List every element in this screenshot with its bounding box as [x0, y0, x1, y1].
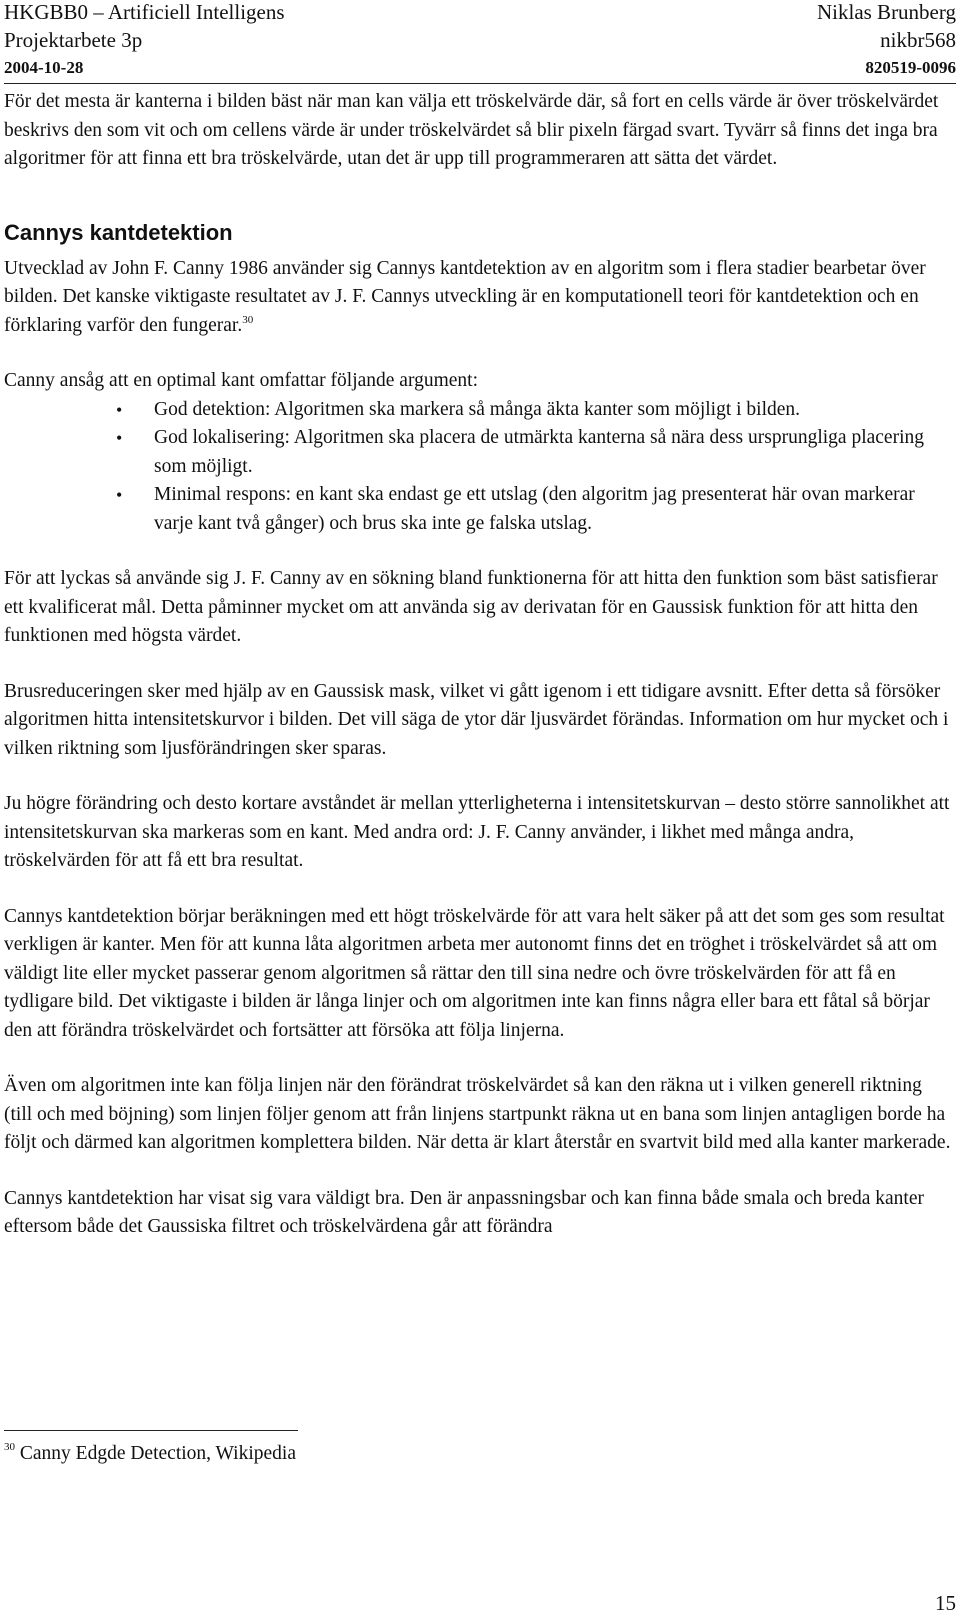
- header-divider: [4, 83, 956, 84]
- header-course: HKGBB0 – Artificiell Intelligens: [4, 0, 285, 24]
- criterion-response: Minimal respons: en kant ska endast ge ett utslag (den algoritm jag presenterat här ovan markerar varje kant två gånger) och brus ska inte ge falska utslag.: [154, 484, 915, 534]
- header-author: Niklas Brunberg: [816, 0, 956, 24]
- list-item: [4, 396, 954, 425]
- footnote-divider: [4, 1430, 298, 1431]
- header-project: Projektarbete 3p: [4, 28, 143, 52]
- header-row-3: [4, 58, 956, 78]
- header-user-id: nikbr568: [880, 28, 956, 52]
- paragraph-criteria-lead: Canny ansåg att en optimal kant omfattar följande argument:: [4, 370, 478, 391]
- bullet-marker: •: [116, 399, 123, 420]
- paragraph-noise: Brusreduceringen sker med hjälp av en Gaussisk mask, vilket vi gått igenom i ett tidigare avsnitt. Efter detta så försöker algoritmen hitta intensitetskurvor i bilden. Det vill säga de ytor där ljusvärdet förändas. Information om hur mycket och i vilken riktning som ljusförändringen sker sparas.: [4, 680, 949, 759]
- paragraph-intro: [4, 255, 954, 341]
- bullet-marker: •: [116, 428, 123, 448]
- paragraph-search: För att lyckas så använde sig J. F. Canny av en sökning bland funktionerna för att hitta den funktion som bäst satisfierar ett kvalificerat mål. Detta påminner mycket om att använda sig av derivatan för en Gaussisk funktion för att hitta den funktionen med högsta värdet.: [4, 568, 938, 646]
- header-row-2: [4, 28, 956, 53]
- section-heading: Cannys kantdetektion: [4, 219, 233, 245]
- footnote-number: 30: [4, 1441, 15, 1453]
- criteria-list: [4, 396, 954, 539]
- footnote-reference: 30: [242, 313, 254, 326]
- bullet-marker: •: [116, 485, 123, 505]
- header-date: 2004-10-28: [4, 58, 84, 77]
- footnote: [4, 1440, 296, 1468]
- paragraph-result: Cannys kantdetektion har visat sig vara väldigt bra. Den är anpassningsbar och kan finna både smala och breda kanter eftersom både det Gaussiska filtret och tröskelvärdena går att förändra: [4, 1187, 924, 1237]
- criterion-detection: God detektion: Algoritmen ska markera så många äkta kanter som möjligt i bilden.: [154, 398, 801, 420]
- paragraph-direction: Även om algoritmen inte kan följa linjen när den förändrat tröskelvärdet så kan den räkna ut i vilken generell riktning (till och med böjning) som linjen följer genom att från linjens startpunkt räkna ut en bana som linjen antagligen borde ha följt och därmed kan algoritmen komplettera bilden. När detta är klart återstår en svartvit bild med alla kanter markerade.: [4, 1075, 951, 1153]
- paragraph-hysteresis: Cannys kantdetektion börjar beräkningen med ett högt tröskelvärde för att vara helt säker på att det som ges som resultat verkligen är kanter. Men för att kunna låta algoritmen arbeta mer autonomt finns det en tröghet i tröskelvärdet så att om väldigt lite eller mycket passerar genom algoritmen så rättar den till sina nedre och övre tröskelvärden för att få en tydligare bild. Det viktigaste i bilden är långa linjer och om algoritmen inte kan finns några eller bara ett fåtal så börjar den att förändra tröskelvärdet och fortsätter att försöka att följa linjerna.: [4, 905, 945, 1041]
- document-body: [4, 88, 954, 1242]
- footnote-text: Canny Edgde Detection, Wikipedia: [19, 1443, 296, 1464]
- paragraph-intro-text: Utvecklad av John F. Canny 1986 använder sig Cannys kantdetektion av en algoritm som i flera stadier bearbetar över bilden. Det kanske viktigaste resultatet av J. F. Cannys utveckling är en komputationell teori för kantdetektion och en förklaring varför den fungerar.: [4, 257, 926, 336]
- list-item: [4, 424, 954, 481]
- header-row-1: [4, 0, 956, 25]
- paragraph-threshold: För det mesta är kanterna i bilden bäst när man kan välja ett tröskelvärde där, så fort en cells värde är över tröskelvärdet beskrivs den som vit och om cellens värde är under tröskelvärdet så blir pixeln färgad svart. Tyvärr så finns det inga bra algoritmer för att finna ett bra tröskelvärde, utan det är upp till programmeraren att sätta det värdet.: [4, 91, 939, 169]
- paragraph-change: Ju högre förändring och desto kortare avståndet är mellan ytterligheterna i intensitetskurvan – desto större sannolikhet att intensitetskurvan ska markeras som en kant. Med andra ord: J. F. Canny använder, i likhet med många andra, tröskelvärden för att få ett bra resultat.: [4, 793, 950, 871]
- criterion-localization: God lokalisering: Algoritmen ska placera de utmärkta kanterna så nära dess ursprungliga placering som möjligt.: [154, 427, 924, 477]
- header-person-number: 820519-0096: [865, 58, 956, 77]
- page-number: 15: [935, 1591, 956, 1615]
- list-item: [4, 481, 954, 538]
